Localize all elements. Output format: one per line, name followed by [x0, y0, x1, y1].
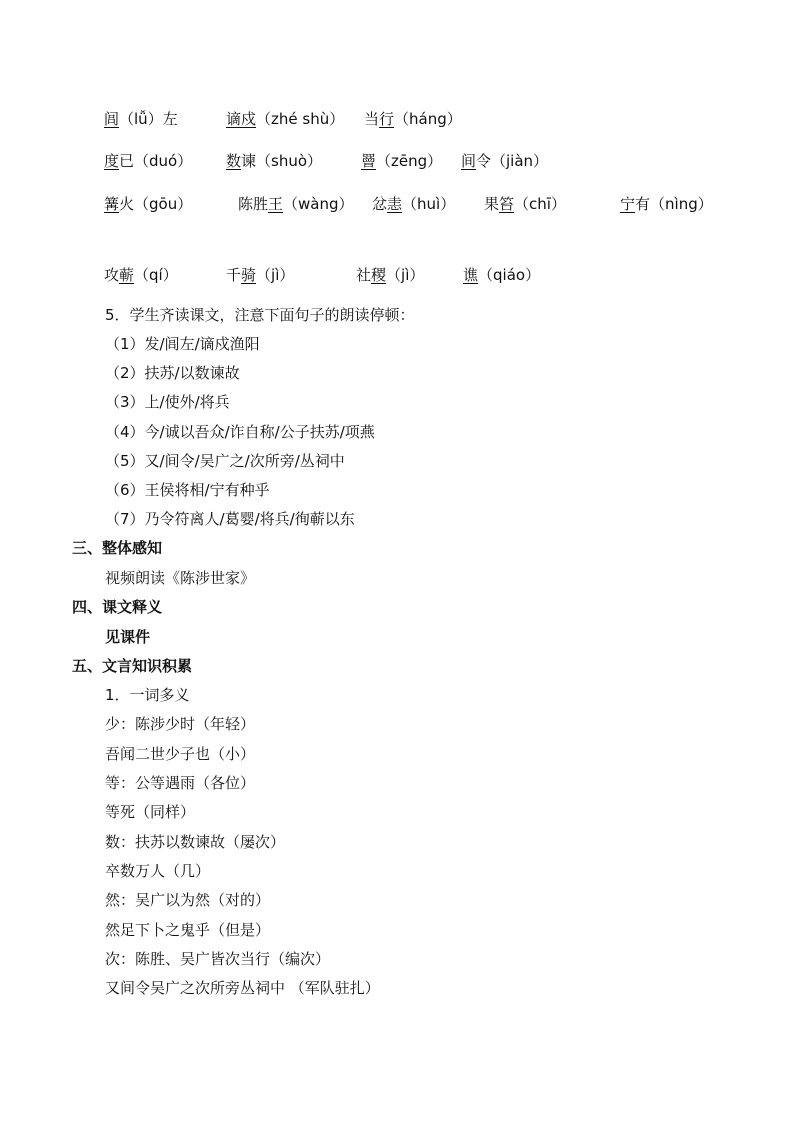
vocab-char: 罾 [361, 152, 377, 170]
vocab-item [104, 263, 178, 287]
vocab-item [484, 192, 566, 216]
vocab-reading: （wàng） [283, 195, 354, 213]
knowledge-line: 然：吴广以为然（对的） [105, 891, 271, 909]
section-heading: 三、整体感知 [72, 539, 163, 557]
vocab-char: 稷 [371, 266, 387, 284]
knowledge-line: 数：扶苏以数谏故（屡次） [105, 833, 286, 851]
vocab-item [356, 263, 424, 287]
vocab-char: 闾 [104, 110, 120, 128]
vocab-char: 宁 [620, 195, 636, 213]
vocab-reading: 谏（shuò） [241, 152, 323, 170]
vocab-reading: （jì） [256, 266, 295, 284]
vocab-reading: 陈胜 [238, 195, 269, 213]
vocab-row-4 [0, 263, 794, 287]
vocab-row-1 [0, 107, 794, 131]
pause-item: （4）今/诚以吾众/诈自称/公子扶苏/项燕 [105, 423, 375, 441]
vocab-reading: （jì） [386, 266, 425, 284]
vocab-reading: 有（nìng） [635, 195, 713, 213]
vocab-char: 谪戍 [226, 110, 257, 128]
vocab-reading: （zhé shù） [256, 110, 345, 128]
vocab-item [226, 263, 294, 287]
knowledge-line: 等死（同样） [105, 803, 196, 821]
vocab-reading: 千 [226, 266, 242, 284]
vocab-char: 笞 [499, 195, 515, 213]
pause-item: （2）扶苏/以数谏故 [105, 364, 240, 382]
vocab-reading: （qiáo） [478, 266, 541, 284]
vocab-item [226, 107, 344, 131]
vocab-item [104, 107, 178, 131]
vocab-reading: （háng） [394, 110, 462, 128]
vocab-item [463, 263, 540, 287]
knowledge-line: 然足下卜之鬼乎（但是） [105, 921, 271, 939]
vocab-item [238, 192, 354, 216]
vocab-item [226, 149, 322, 173]
vocab-reading: （zēng） [376, 152, 443, 170]
pause-item: （5）又/间令/吴广之/次所旁/丛祠中 [105, 452, 345, 470]
section-heading: 四、课文释义 [72, 598, 163, 616]
vocab-row-2 [0, 149, 794, 173]
vocab-item [361, 149, 442, 173]
vocab-reading: （qí） [134, 266, 178, 284]
knowledge-line: 卒数万人（几） [105, 862, 211, 880]
vocab-reading: 攻 [104, 266, 120, 284]
vocab-reading: 火（gōu） [119, 195, 193, 213]
knowledge-line: 又间令吴广之次所旁丛祠中 （军队驻扎） [105, 979, 380, 997]
pause-item: （3）上/使外/将兵 [105, 393, 230, 411]
vocab-item [104, 149, 192, 173]
vocab-reading: 忿 [372, 195, 388, 213]
vocab-reading: （chī） [514, 195, 566, 213]
pause-item: （1）发/闾左/谪戍渔阳 [105, 335, 260, 353]
vocab-char: 数 [226, 152, 242, 170]
vocab-reading: 果 [484, 195, 500, 213]
vocab-char: 行 [379, 110, 395, 128]
vocab-item [104, 192, 192, 216]
knowledge-line: 少：陈涉少时（年轻） [105, 715, 256, 733]
section-heading: 五、文言知识积累 [72, 657, 193, 675]
pause-item: （7）乃令符离人/葛婴/将兵/徇蕲以东 [105, 510, 355, 528]
vocab-reading: 当 [364, 110, 380, 128]
vocab-char: 谯 [463, 266, 479, 284]
section-line: 见课件 [105, 628, 151, 646]
knowledge-line: 次：陈胜、吴广皆次当行（编次） [105, 950, 331, 968]
knowledge-line: 1．一词多义 [105, 686, 190, 704]
vocab-char: 骑 [241, 266, 257, 284]
vocab-reading: 已（duó） [119, 152, 193, 170]
vocab-char: 王 [268, 195, 284, 213]
vocab-reading: （huì） [402, 195, 456, 213]
vocab-row-3 [0, 192, 794, 216]
pause-item: （6）王侯将相/宁有种乎 [105, 481, 270, 499]
vocab-reading: （lǚ）左 [119, 110, 178, 128]
vocab-reading: 社 [356, 266, 372, 284]
vocab-item [461, 149, 548, 173]
vocab-reading: 令（jiàn） [476, 152, 549, 170]
vocab-item [364, 107, 462, 131]
vocab-char: 间 [461, 152, 477, 170]
vocab-char: 恚 [387, 195, 403, 213]
item5-title: 5．学生齐读课文，注意下面句子的朗读停顿： [105, 306, 415, 324]
vocab-item [620, 192, 713, 216]
section-line: 视频朗读《陈涉世家》 [105, 569, 256, 587]
vocab-char: 度 [104, 152, 120, 170]
knowledge-line: 等：公等遇雨（各位） [105, 774, 256, 792]
knowledge-line: 吾闻二世少子也（小） [105, 745, 256, 763]
vocab-char: 篝 [104, 195, 120, 213]
vocab-char: 蕲 [119, 266, 135, 284]
vocab-item [372, 192, 455, 216]
